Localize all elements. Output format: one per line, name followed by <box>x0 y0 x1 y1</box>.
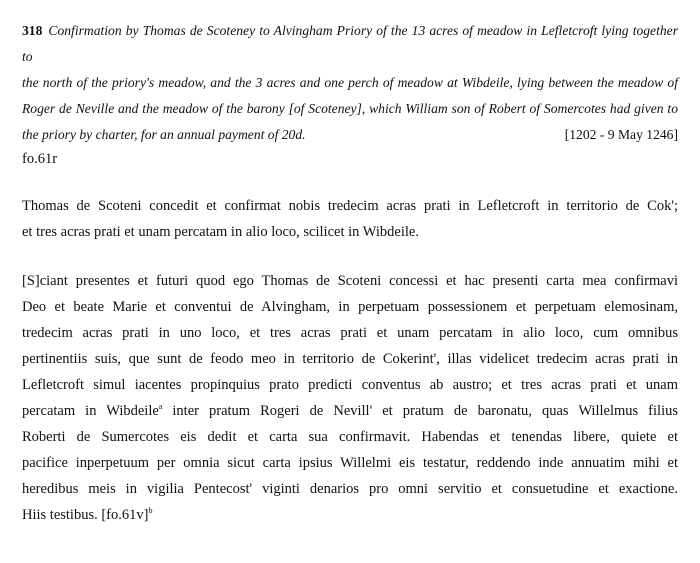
footnote-marker-a: a <box>158 402 163 412</box>
charter-line: Deo et beate Marie et conventui de Alvingham, in perpetuam possessionem et perpetuam elemosinam, <box>22 299 678 315</box>
entry-title-line: Confirmation by Thomas de Scoteney to Alvingham Priory of the 13 acres of meadow in Lefletcroft lying together to <box>22 23 678 64</box>
entry-heading-line-2 <box>22 70 678 96</box>
document-page <box>22 18 678 528</box>
entry-title-line: the priory by charter, for an annual payment of 20d. <box>22 127 306 142</box>
charter-text: percatam in Wibdeile <box>22 403 159 419</box>
charter-line: Lefletcroft simul iacentes propinquius prato predicti conventus ab austro; et tres acras prati et unam <box>22 377 678 393</box>
witness-clause: Hiis testibus. [fo.61v] <box>22 507 149 523</box>
entry-number: 318 <box>22 23 43 38</box>
charter-line: tredecim acras prati in uno loco, et tres acras prati et unam percatam in alio loco, cum omnibus <box>22 325 678 341</box>
entry-heading-line-1 <box>22 18 678 70</box>
charter-line-final <box>22 502 678 528</box>
folio-reference: fo.61r <box>22 151 58 167</box>
charter-line: heredibus meis in vigilia Pentecost' viginti denarios pro omni servitio et consuetudine et exactione. <box>22 481 678 497</box>
entry-title-line: Roger de Neville and the meadow of the barony [of Scoteney], which William son of Robert of Somercotes had given to <box>22 101 678 116</box>
entry-heading-line-4 <box>22 122 678 148</box>
charter-line: pertinentiis suis, que sunt de feodo meo in territorio de Cokerint', illas videlicet tredecim acras prati in <box>22 351 678 367</box>
charter-text: inter pratum Rogeri de Nevill' et pratum de baronatu, quas Willelmus filius <box>162 403 678 419</box>
charter-line: Roberti de Sumercotes eis dedit et carta sua confirmavit. Habendas et tenendas libere, quiete et <box>22 429 678 445</box>
summary-paragraph <box>22 193 678 245</box>
summary-line: et tres acras prati et unam percatam in alio loco, scilicet in Wibdeile. <box>22 224 419 240</box>
entry-heading-line-3 <box>22 96 678 122</box>
charter-line: [S]ciant presentes et futuri quod ego Thomas de Scoteni concessi et hac presenti carta mea confirmavi <box>22 273 678 289</box>
footnote-marker-b: b <box>148 506 153 516</box>
charter-paragraph <box>22 268 678 528</box>
entry-title-line: the north of the priory's meadow, and the 3 acres and one perch of meadow at Wibdeile, lying between the meadow of <box>22 75 678 90</box>
entry-date: [1202 - 9 May 1246] <box>564 127 678 142</box>
summary-line: Thomas de Scoteni concedit et confirmat nobis tredecim acras prati in Lefletcroft in territorio de Cok'; <box>22 198 678 214</box>
charter-line-with-footnote <box>22 398 678 424</box>
charter-line: pacifice inperpetuum per omnia sicut carta ipsius Willelmi eis testatur, reddendo inde annuatim mihi et <box>22 455 678 471</box>
